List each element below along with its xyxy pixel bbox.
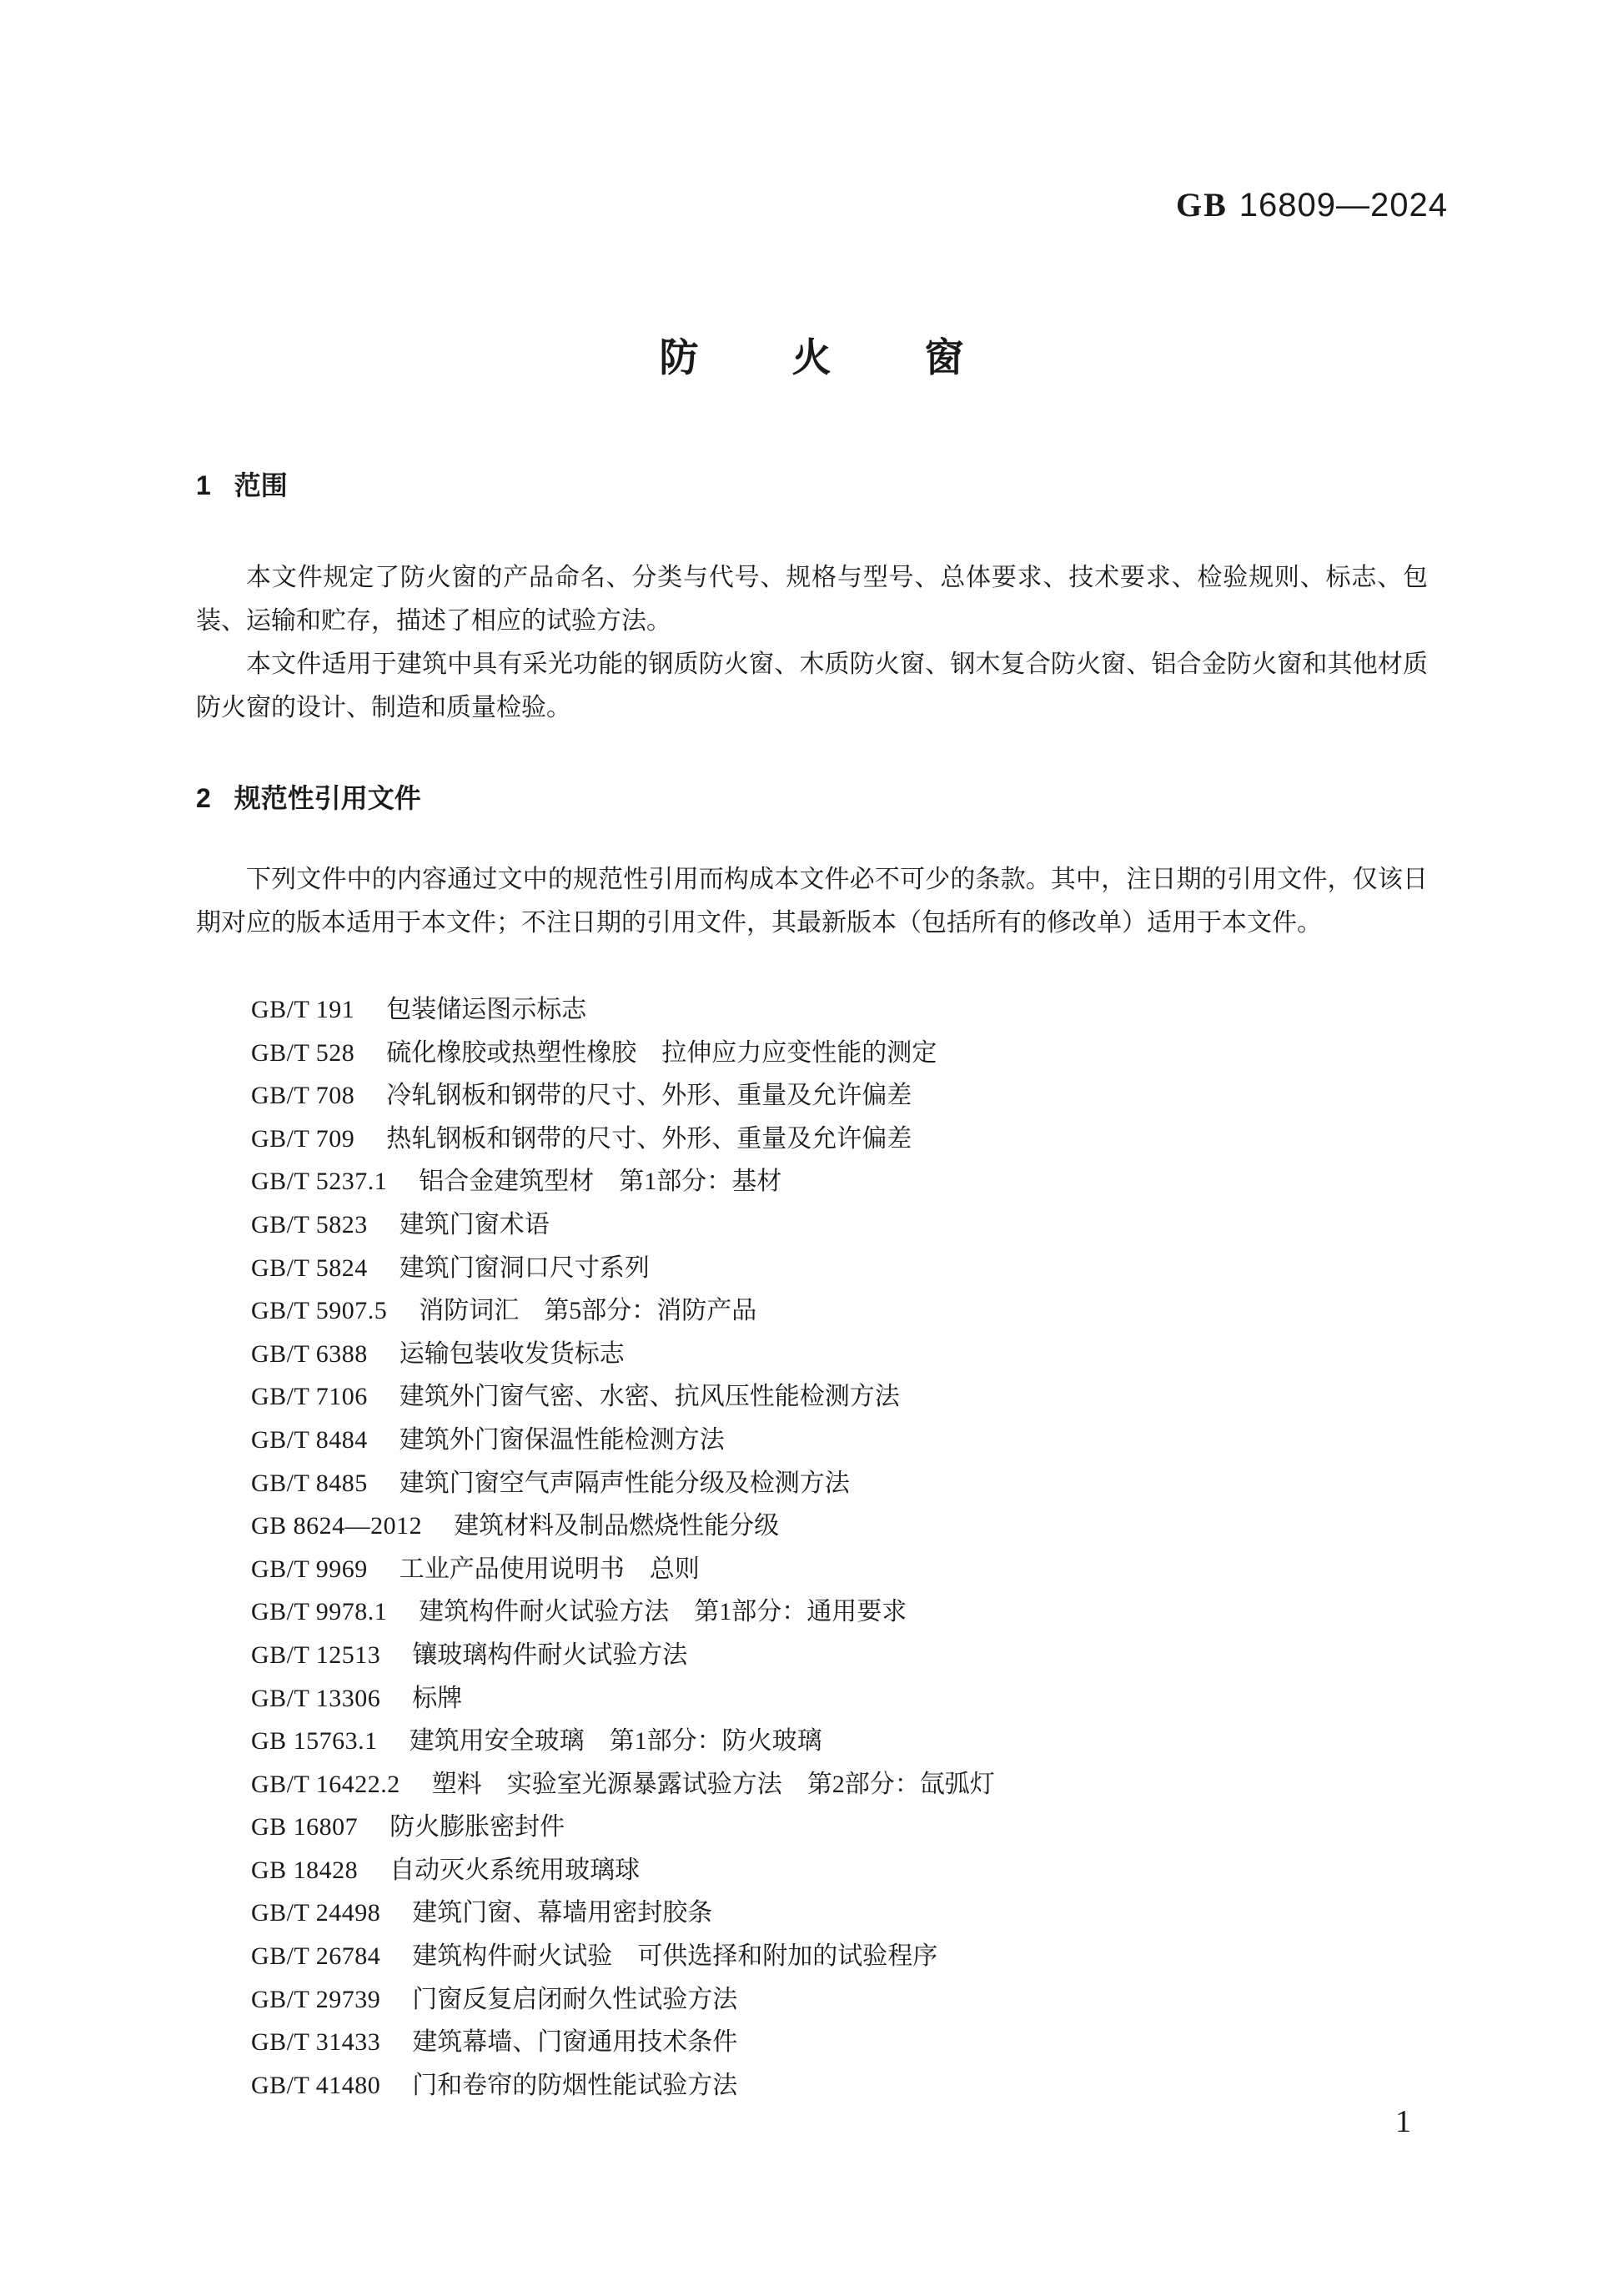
- reference-item: [251, 1720, 1473, 1763]
- reference-code: GB 18428: [251, 1856, 359, 1884]
- reference-title: 包装储运图示标志: [386, 996, 587, 1023]
- reference-item: [251, 1419, 1473, 1462]
- reference-code: GB/T 13306: [251, 1684, 381, 1712]
- reference-code: GB 16807: [251, 1813, 359, 1841]
- reference-title: 塑料 实验室光源暴露试验方法 第2部分：氙弧灯: [431, 1770, 995, 1798]
- reference-title: 建筑门窗空气声隔声性能分级及检测方法: [399, 1469, 850, 1497]
- reference-title: 硫化橡胶或热塑性橡胶 拉伸应力应变性能的测定: [386, 1038, 937, 1067]
- reference-title: 建筑构件耐火试验方法 第1部分：通用要求: [419, 1598, 907, 1626]
- section-heading-scope: [196, 467, 1427, 504]
- reference-code: GB/T 5824: [251, 1254, 368, 1282]
- reference-title: 防火膨胀密封件: [389, 1813, 565, 1841]
- reference-code: GB/T 191: [251, 996, 355, 1023]
- reference-item: [251, 1505, 1473, 1548]
- reference-title: 门和卷帘的防烟性能试验方法: [412, 2071, 738, 2099]
- reference-item: [251, 1634, 1473, 1677]
- reference-code: GB/T 31433: [251, 2028, 381, 2057]
- reference-item: [251, 1333, 1473, 1376]
- reference-item: [251, 1763, 1473, 1806]
- reference-title: 建筑用安全玻璃 第1部分：防火玻璃: [409, 1727, 822, 1756]
- reference-code: GB/T 7106: [251, 1383, 368, 1411]
- reference-item: [251, 1978, 1473, 2022]
- reference-title: 热轧钢板和钢带的尺寸、外形、重量及允许偏差: [386, 1124, 912, 1153]
- reference-title: 建筑外门窗气密、水密、抗风压性能检测方法: [399, 1383, 900, 1411]
- section-label: 范围: [234, 470, 288, 500]
- standard-code-header: [1176, 187, 1448, 224]
- reference-title: 标牌: [412, 1684, 463, 1712]
- reference-code: GB 15763.1: [251, 1727, 378, 1756]
- reference-item: [251, 1118, 1473, 1161]
- page-number: 1: [1395, 2104, 1411, 2139]
- reference-title: 建筑幕墙、门窗通用技术条件: [412, 2028, 738, 2057]
- reference-title: 建筑外门窗保温性能检测方法: [399, 1425, 725, 1454]
- scope-paragraph-2: 本文件适用于建筑中具有采光功能的钢质防火窗、木质防火窗、钢木复合防火窗、铝合金防火窗和其他材质防火窗的设计、制造和质量检验。: [196, 651, 1428, 721]
- reference-item: [251, 1032, 1473, 1075]
- reference-code: GB/T 8484: [251, 1425, 368, 1454]
- reference-item: [251, 2021, 1473, 2064]
- standard-prefix: GB: [1175, 186, 1228, 224]
- reference-code: GB/T 5823: [251, 1210, 368, 1238]
- reference-title: 门窗反复启闭耐久性试验方法: [412, 1985, 738, 2013]
- reference-item: [251, 1935, 1473, 1978]
- reference-item: [251, 1806, 1473, 1849]
- reference-item: [251, 1462, 1473, 1505]
- reference-item: [251, 1849, 1473, 1892]
- reference-title: 消防词汇 第5部分：消防产品: [419, 1297, 757, 1325]
- reference-title: 建筑门窗、幕墙用密封胶条: [412, 1899, 713, 1927]
- reference-code: GB/T 9978.1: [251, 1598, 388, 1626]
- standard-number: 16809—2024: [1239, 187, 1448, 224]
- reference-item: [251, 1247, 1473, 1290]
- references-intro-paragraph: 下列文件中的内容通过文中的规范性引用而构成本文件必不可少的条款。其中，注日期的引用文件，仅该日期对应的版本适用于本文件；不注日期的引用文件，其最新版本（包括所有的修改单）适用于本文件。: [196, 866, 1428, 937]
- reference-item: [251, 988, 1473, 1032]
- reference-code: GB/T 5237.1: [251, 1168, 388, 1196]
- reference-code: GB/T 41480: [251, 2071, 381, 2099]
- reference-item: [251, 1892, 1473, 1935]
- reference-code: GB/T 528: [251, 1038, 355, 1067]
- reference-item: [251, 1677, 1473, 1721]
- reference-code: GB/T 708: [251, 1082, 355, 1110]
- reference-code: GB/T 6388: [251, 1339, 368, 1368]
- reference-code: GB/T 12513: [251, 1640, 381, 1669]
- reference-code: GB/T 5907.5: [251, 1297, 388, 1325]
- reference-title: 建筑门窗洞口尺寸系列: [399, 1254, 650, 1282]
- scope-paragraph-1: 本文件规定了防火窗的产品命名、分类与代号、规格与型号、总体要求、技术要求、检验规则、标志、包装、运输和贮存，描述了相应的试验方法。: [196, 564, 1428, 635]
- section-label: 规范性引用文件: [234, 783, 421, 813]
- reference-title: 建筑门窗术语: [399, 1210, 550, 1238]
- section-number: 1: [196, 470, 211, 500]
- reference-item: [251, 1289, 1473, 1333]
- reference-list: [251, 988, 1473, 2107]
- reference-title: 运输包装收发货标志: [399, 1339, 625, 1368]
- reference-item: [251, 1548, 1473, 1591]
- reference-code: GB/T 709: [251, 1124, 355, 1153]
- reference-item: [251, 1074, 1473, 1118]
- reference-title: 自动灭火系统用玻璃球: [389, 1856, 641, 1884]
- reference-title: 冷轧钢板和钢带的尺寸、外形、重量及允许偏差: [386, 1082, 912, 1110]
- reference-code: GB/T 26784: [251, 1942, 381, 1971]
- reference-title: 镶玻璃构件耐火试验方法: [412, 1640, 688, 1669]
- reference-code: GB/T 16422.2: [251, 1770, 400, 1798]
- document-title: 防火窗: [659, 335, 1058, 379]
- reference-item: [251, 1590, 1473, 1634]
- reference-item: [251, 2064, 1473, 2108]
- reference-code: GB/T 9969: [251, 1555, 368, 1583]
- section-number: 2: [196, 783, 211, 813]
- reference-title: 铝合金建筑型材 第1部分：基材: [419, 1168, 782, 1196]
- reference-item: [251, 1203, 1473, 1247]
- reference-title: 建筑材料及制品燃烧性能分级: [454, 1512, 780, 1540]
- reference-code: GB/T 29739: [251, 1985, 381, 2013]
- reference-code: GB 8624—2012: [251, 1512, 423, 1540]
- reference-code: GB/T 8485: [251, 1469, 368, 1497]
- section-heading-references: [196, 780, 1427, 816]
- reference-item: [251, 1375, 1473, 1419]
- reference-code: GB/T 24498: [251, 1899, 381, 1927]
- reference-title: 建筑构件耐火试验 可供选择和附加的试验程序: [412, 1942, 938, 1971]
- reference-item: [251, 1160, 1473, 1203]
- reference-title: 工业产品使用说明书 总则: [399, 1555, 700, 1583]
